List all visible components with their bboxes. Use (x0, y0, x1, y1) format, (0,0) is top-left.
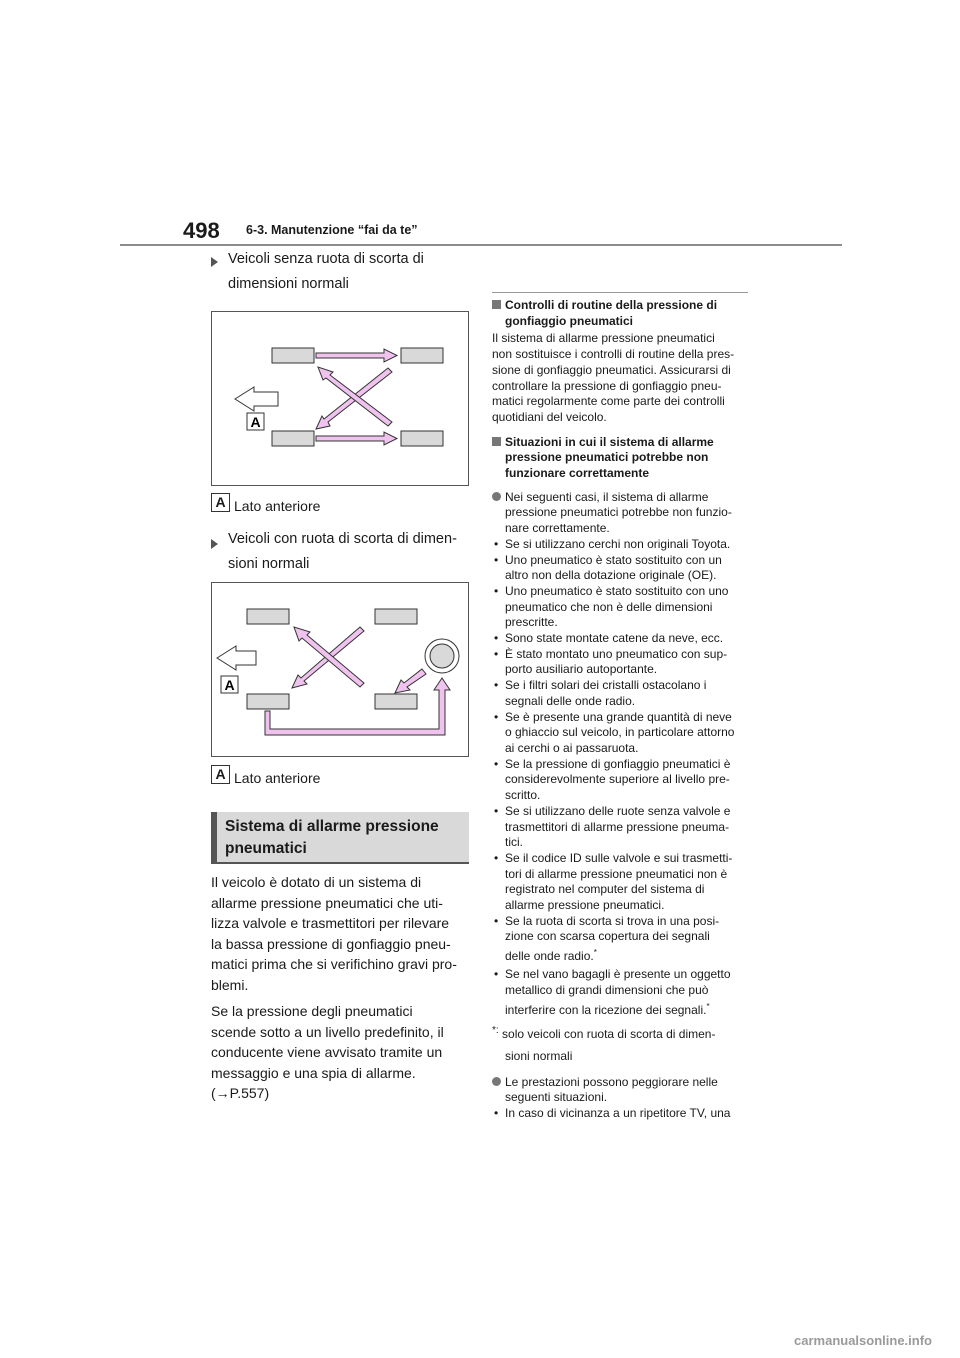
front-direction-arrow (217, 646, 256, 670)
right-column (492, 298, 750, 1122)
situations-heading: Situazioni in cui il sistema di allarme pressione pneumatici potrebbe non funzionare correttamente (492, 435, 750, 482)
item2-line2: sioni normali (228, 556, 310, 572)
item1-line2: dimensioni normali (228, 276, 349, 292)
list-item: • Sono state montate catene da neve, ecc. (492, 631, 750, 647)
list-item: • Se è presente una grande quantità di neve o ghiaccio sul veicolo, in particolare attorno ai cerchi o ai passaruota. (492, 710, 750, 757)
list-item: • Se si utilizzano cerchi non originali Toyota. (492, 537, 750, 553)
caption2-text: Lato anteriore (234, 770, 321, 786)
tire-front-left (247, 609, 289, 624)
list-item: • Se la ruota di scorta si trova in una posi- zione con scarsa copertura dei segnali delle onde radio.* (492, 914, 750, 967)
para2: Se la pressione degli pneumatici scende sotto a un livello predefinito, il conducente viene avvisato tramite un messaggio e una spia di allarme. (→P.557) (211, 1003, 444, 1101)
rotation-diagram-1 (212, 312, 468, 485)
square-bullet-icon (492, 300, 501, 309)
section-title: 6-3. Manutenzione “fai da te” (246, 223, 418, 237)
rotation-diagram-2 (212, 583, 468, 756)
situations-list (492, 537, 750, 1021)
routine-check-heading: Controlli di routine della pressione di gonfiaggio pneumatici (492, 298, 750, 329)
right-top-rule (492, 292, 748, 293)
tire-rear-right (375, 694, 417, 709)
left-body (211, 872, 473, 1110)
list-item: • È stato montato uno pneumatico con sup- porto ausiliario autoportante. (492, 647, 750, 678)
front-direction-arrow (235, 387, 278, 411)
circle-bullet-icon (492, 492, 501, 501)
square-bullet-icon (492, 437, 501, 446)
section-heading (211, 812, 469, 864)
situations-intro: Nei seguenti casi, il sistema di allarme pressione pneumatici potrebbe non funzio- nare correttamente. (492, 490, 750, 537)
performance-intro: Le prestazioni possono peggiorare nelle seguenti situazioni. (492, 1075, 750, 1106)
item2-line1: Veicoli con ruota di scorta di dimen- (228, 531, 457, 547)
watermark: carmanualsonline.info (794, 1333, 932, 1348)
routine-check-text: Il sistema di allarme pressione pneumatici non sostituisce i controlli di routine della pres- sione di gonfiaggio pneumatici. Assicurarsi di controllare la pressione di gonfiaggio pneu- matici regolarmente come parte dei controlli quotidiani del veicolo. (492, 331, 735, 424)
tire-front-left (272, 348, 314, 363)
triangle-bullet-icon (211, 254, 218, 272)
item2-text (228, 527, 457, 577)
list-item: • Uno pneumatico è stato sostituito con uno pneumatico che non è delle dimensioni prescritte. (492, 584, 750, 631)
list-item: • Se nel vano bagagli è presente un oggetto metallico di grandi dimensioni che può interferire con la ricezione dei segnali.* (492, 967, 750, 1020)
para1: Il veicolo è dotato di un sistema di allarme pressione pneumatici che uti- lizza valvole e trasmettitori per rilevare la bassa pressione di gonfiaggio pneu- matici prima che si verifichino gravi pro- blemi. (211, 874, 457, 993)
tire-rear-right (401, 431, 443, 446)
tire-rear-left (247, 694, 289, 709)
tire-rotation-figure-2 (211, 582, 469, 757)
header-rule (120, 244, 842, 246)
heading-line2: pneumatici (225, 840, 307, 857)
fig2-label: A (224, 677, 235, 693)
item1-line1: Veicoli senza ruota di scorta di (228, 251, 424, 267)
caption1-label: A (211, 493, 230, 512)
page-number: 498 (183, 218, 220, 243)
circle-bullet-icon (492, 1077, 501, 1086)
list-item: • Uno pneumatico è stato sostituito con un altro non della dotazione originale (OE). (492, 553, 750, 584)
arrow-fl-to-fr (316, 349, 397, 362)
list-item: • Se i filtri solari dei cristalli ostacolano i segnali delle onde radio. (492, 678, 750, 709)
list-item: • Se il codice ID sulle valvole e sui trasmetti- tori di allarme pressione pneumatici non è registrato nel computer del sistema di allarme pressione pneumatici. (492, 851, 750, 914)
heading-line1: Sistema di allarme pressione (225, 818, 439, 835)
performance-list (492, 1106, 750, 1122)
triangle-bullet-icon (211, 536, 218, 554)
arrow-spare-to-rr (395, 669, 426, 693)
list-item: • In caso di vicinanza a un ripetitore TV, una (492, 1106, 750, 1122)
list-item: • Se la pressione di gonfiaggio pneumatici è considerevolmente superiore al livello pre- scritto. (492, 757, 750, 804)
list-item: • Se si utilizzano delle ruote senza valvole e trasmettitori di allarme pressione pneuma- tici. (492, 804, 750, 851)
tire-rear-left (272, 431, 314, 446)
arrow-rl-to-rr (316, 432, 397, 445)
tire-rotation-figure-1 (211, 311, 469, 486)
footnote: *: solo veicoli con ruota di scorta di dimen- sioni normali (492, 1024, 716, 1063)
tire-front-right (401, 348, 443, 363)
caption2-label: A (211, 765, 230, 784)
caption1-text: Lato anteriore (234, 498, 321, 514)
fig1-label: A (250, 414, 261, 430)
tire-front-right (375, 609, 417, 624)
item1-text (228, 247, 424, 297)
